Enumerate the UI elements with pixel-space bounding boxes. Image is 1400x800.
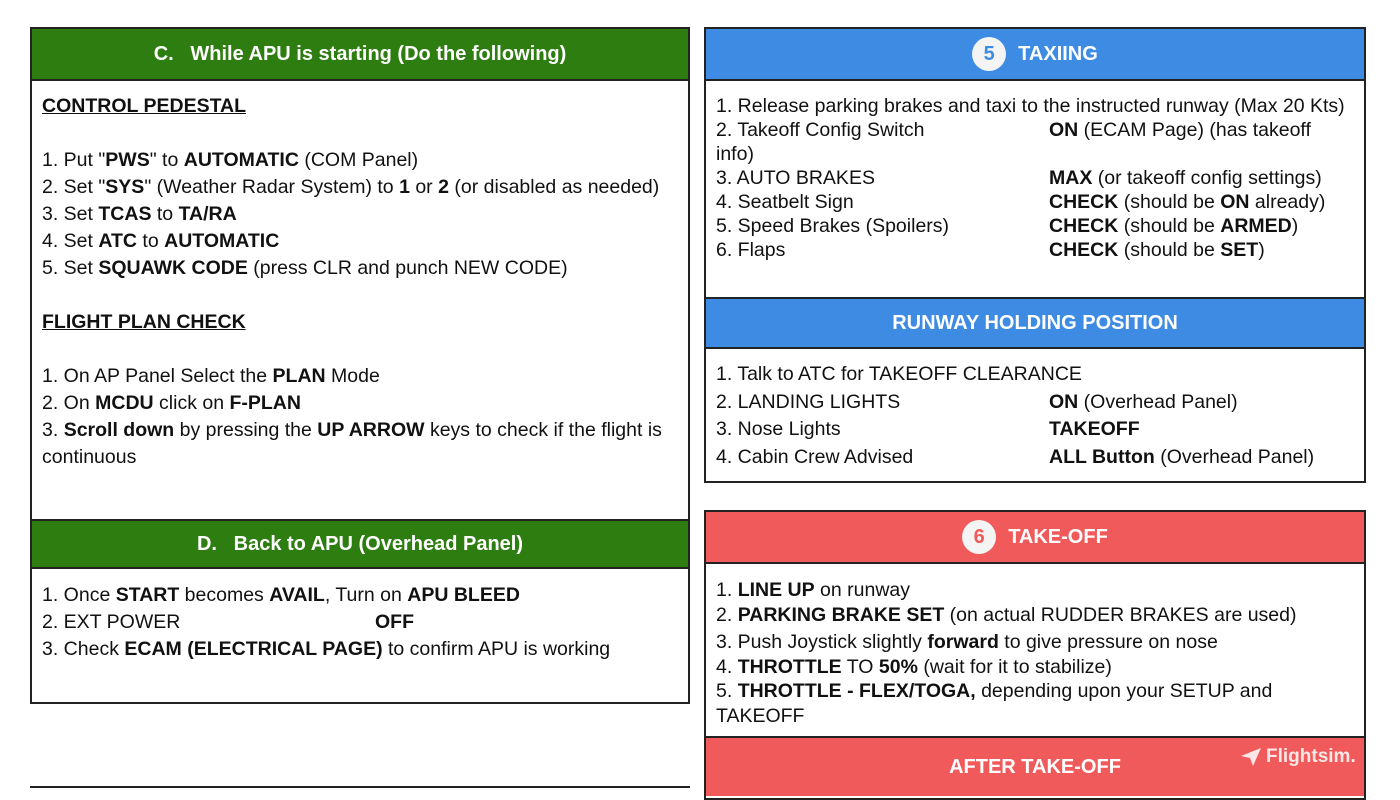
step-number-badge: 6: [962, 520, 996, 554]
list-item: 5. Set SQUAWK CODE (press CLR and punch NEW CODE): [42, 257, 568, 279]
section-title: D. Back to APU (Overhead Panel): [196, 532, 523, 555]
list-item: 3. Nose Lights TAKEOFF: [716, 418, 1140, 440]
paper-plane-icon: [1240, 747, 1262, 767]
list-item: 2. On MCDU click on F-PLAN: [42, 392, 301, 414]
list-item: 6. Flaps CHECK (should be SET): [716, 239, 1265, 261]
taxiing-body: [706, 81, 1364, 262]
next-box-top-edge: [30, 786, 690, 788]
section-title: TAXIING: [1018, 42, 1098, 65]
box-back-to-apu: [30, 519, 690, 704]
list-item: 3. Scroll down by pressing the UP ARROW keys to check if the flight is continuous: [42, 419, 662, 468]
box-while-apu-starting: [30, 27, 690, 521]
box-d-body: [32, 569, 688, 663]
list-item: 5. Speed Brakes (Spoilers) CHECK (should be ARMED): [716, 215, 1299, 237]
section-title: TAKE-OFF: [1008, 525, 1108, 548]
list-item: 2. PARKING BRAKE SET (on actual RUDDER BRAKES are used): [716, 603, 1297, 626]
flight-plan-check-heading: FLIGHT PLAN CHECK: [42, 311, 246, 333]
list-item: 1. Put "PWS" to AUTOMATIC (COM Panel): [42, 149, 419, 171]
list-item: 4. THROTTLE TO 50% (wait for it to stabilize): [716, 655, 1112, 678]
list-item: 4. Seatbelt Sign CHECK (should be ON already): [716, 191, 1326, 213]
list-item: 1. On AP Panel Select the PLAN Mode: [42, 365, 380, 387]
flightsim-watermark: Flightsim.: [1240, 746, 1356, 768]
box-taxiing: [704, 27, 1366, 483]
section-header-runway-holding: [706, 297, 1364, 349]
list-item: 2. Takeoff Config Switch ON (ECAM Page) (has takeoff: [716, 119, 1311, 141]
list-item-wrap: info): [716, 143, 754, 165]
section-title: C. While APU is starting (Do the following): [153, 42, 567, 65]
list-item: 1. LINE UP on runway: [716, 579, 911, 601]
list-item: 2. LANDING LIGHTS ON (Overhead Panel): [716, 390, 1238, 413]
list-item: 3. AUTO BRAKES MAX (or takeoff config settings): [716, 167, 1322, 189]
list-item: 3. Push Joystick slightly forward to give pressure on nose: [716, 631, 1218, 653]
list-item: 3. Check ECAM (ELECTRICAL PAGE) to confirm APU is working: [42, 638, 611, 660]
list-item: 1. Release parking brakes and taxi to the instructed runway (Max 20 Kts): [716, 95, 1345, 117]
list-item: 4. Set ATC to AUTOMATIC: [42, 230, 280, 252]
section-header-taxiing: [706, 29, 1364, 81]
box-c-body: [32, 81, 688, 471]
section-header-c: [32, 29, 688, 81]
list-item: 3. Set TCAS to TA/RA: [42, 203, 237, 225]
runway-holding-body: [706, 361, 1364, 471]
list-item: 2. Set "SYS" (Weather Radar System) to 1 or 2 (or disabled as needed): [42, 176, 660, 198]
list-item: 1. Talk to ATC for TAKEOFF CLEARANCE: [716, 363, 1082, 385]
take-off-body: [706, 564, 1364, 728]
section-header-d: [32, 521, 688, 569]
list-item: 2. EXT POWER OFF: [42, 611, 414, 633]
list-item: 4. Cabin Crew Advised ALL Button (Overhead Panel): [716, 445, 1315, 468]
section-title: RUNWAY HOLDING POSITION: [892, 311, 1178, 334]
list-item: 5. THROTTLE - FLEX/TOGA, depending upon your SETUP and TAKEOFF: [716, 680, 1273, 727]
step-number-badge: 5: [972, 37, 1006, 71]
section-header-take-off: [706, 512, 1364, 564]
section-title: AFTER TAKE-OFF: [949, 755, 1121, 778]
control-pedestal-heading: CONTROL PEDESTAL: [42, 95, 247, 117]
list-item: 1. Once START becomes AVAIL, Turn on APU BLEED: [42, 584, 520, 606]
